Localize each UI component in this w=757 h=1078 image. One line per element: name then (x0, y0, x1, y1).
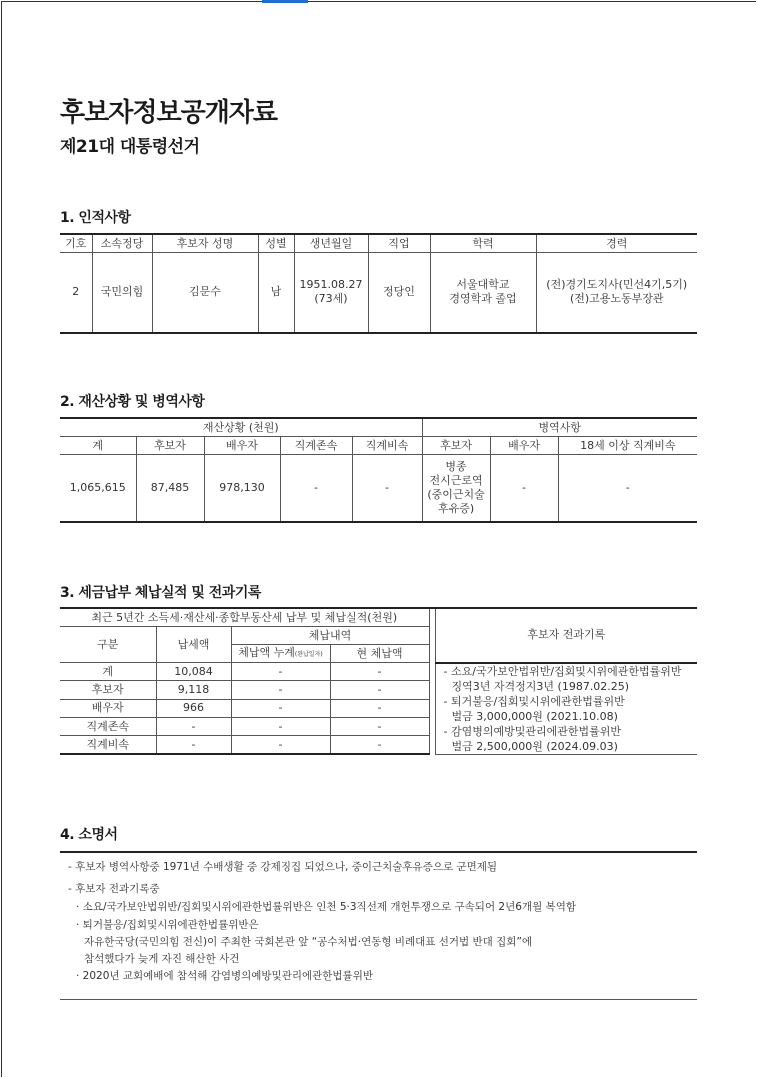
tax-paid: - (156, 717, 231, 735)
tax-paid: - (156, 736, 231, 754)
assets-total: 1,065,615 (60, 455, 136, 522)
criminal-line: 벌금 2,500,000원 (2024.09.03) (451, 739, 618, 753)
statement-line: · 퇴거불응/집회및시위에관한법률위반은 (76, 919, 259, 931)
assets-ascendant: - (280, 455, 352, 522)
statement-line: · 소요/국가보안법위반/집회및시위에관한법률위반은 인천 5·3직선제 개헌투쟁으로 구속되어 2년6개월 복역함 (76, 901, 576, 913)
col-education: 학력 (430, 234, 536, 253)
tax-label: 직계존속 (60, 717, 156, 735)
tax-arrears-total: - (231, 717, 330, 735)
statement-line: - 후보자 전과기록중 (68, 883, 160, 895)
criminal-line: - 퇴거불응/집회및시위에관한법률위반 (443, 694, 625, 708)
tax-arrears-total: - (231, 681, 330, 699)
statement-line: 자유한국당(국민의힘 전신)이 주최한 국회본관 앞 “공수처법·연동형 비례대표 선거법 반대 집회”에 (84, 936, 533, 948)
col-ascendant: 직계존속 (280, 437, 352, 455)
col-birth: 생년월일 (294, 234, 368, 253)
statement-line: - 후보자 병역사항중 1971년 수배생활 중 강제징집 되었으나, 중이근치술후유증으로 군면제됨 (68, 861, 498, 873)
candidate-name: 김문수 (152, 253, 258, 333)
tax-label: 계 (60, 663, 156, 681)
criminal-header: 후보자 전과기록 (435, 608, 697, 663)
property-group-header: 재산상황 (천원) (60, 418, 422, 437)
career-line: (전)경기도지사(민선4기,5기) (546, 278, 688, 292)
col-military-candidate: 후보자 (422, 437, 490, 455)
col-name: 후보자 성명 (152, 234, 258, 253)
candidate-gender: 남 (258, 253, 294, 333)
arrears-total-note: (완납일자) (294, 650, 323, 658)
criminal-line: 벌금 3,000,000원 (2021.10.08) (451, 709, 618, 723)
tax-group-header: 최근 5년간 소득세·재산세·종합부동산세 납부 및 체납실적(천원) (60, 608, 429, 627)
tax-label: 후보자 (60, 681, 156, 699)
military-line: 후유증) (437, 501, 475, 515)
education-line: 경영학과 졸업 (449, 292, 517, 306)
statement-box (60, 851, 697, 1000)
military-line: 병종 (445, 459, 467, 473)
candidate-number: 2 (60, 253, 92, 333)
birth-date: 1951.08.27 (299, 278, 363, 292)
age: (73세) (314, 292, 348, 306)
candidate-party: 국민의힘 (92, 253, 152, 333)
criminal-records (435, 663, 697, 755)
military-children: - (558, 455, 697, 522)
election-name: 제21대 대통령선거 (60, 137, 200, 157)
tax-label: 직계비속 (60, 736, 156, 754)
col-number: 기호 (60, 234, 92, 253)
col-arrears: 체납내역 (231, 627, 429, 645)
statement-line: 참석했다가 늦게 자진 해산한 사건 (84, 953, 240, 965)
section-tax-heading: 3. 세금납부 체납실적 및 전과기록 (60, 585, 261, 601)
col-career: 경력 (536, 234, 697, 253)
tax-paid: 10,084 (156, 663, 231, 681)
col-gender: 성별 (258, 234, 294, 253)
assets-military-table (60, 417, 697, 523)
criminal-line: - 감염병의예방및관리에관한법률위반 (443, 724, 622, 738)
military-line: 전시근로역 (429, 473, 483, 487)
col-military-children: 18세 이상 직계비속 (558, 437, 697, 455)
military-line: (중이근치술 (427, 487, 485, 501)
top-accent-mark (262, 0, 308, 3)
candidate-job: 정당인 (368, 253, 430, 333)
personal-info-table (60, 233, 697, 334)
career-line: (전)고용노동부장관 (569, 292, 664, 306)
military-spouse: - (490, 455, 558, 522)
military-group-header: 병역사항 (422, 418, 697, 437)
table-row (60, 663, 697, 681)
tax-arrears-current: - (330, 681, 429, 699)
col-descendant: 직계비속 (352, 437, 422, 455)
col-arrears-total (231, 645, 330, 663)
document-title: 후보자정보공개자료 (60, 98, 278, 128)
col-category: 구분 (60, 627, 156, 663)
criminal-line: 징역3년 자격정지3년 (1987.02.25) (451, 679, 630, 693)
section-assets-heading: 2. 재산상황 및 병역사항 (60, 394, 205, 410)
table-row (60, 253, 697, 333)
col-military-spouse: 배우자 (490, 437, 558, 455)
arrears-total-label: 체납액 누계 (238, 645, 295, 659)
col-total: 계 (60, 437, 136, 455)
candidate-career (536, 253, 697, 333)
statement-line: · 2020년 교회예배에 참석해 감염병의예방및관리에관한법률위반 (76, 970, 373, 982)
tax-arrears-current: - (330, 699, 429, 717)
col-spouse: 배우자 (204, 437, 280, 455)
col-arrears-current: 현 체납액 (330, 645, 429, 663)
assets-descendant: - (352, 455, 422, 522)
tax-arrears-total: - (231, 699, 330, 717)
tax-arrears-current: - (330, 717, 429, 735)
tax-paid: 966 (156, 699, 231, 717)
col-job: 직업 (368, 234, 430, 253)
table-row (60, 455, 697, 522)
col-paid: 납세액 (156, 627, 231, 663)
tax-arrears-total: - (231, 663, 330, 681)
education-line: 서울대학교 (456, 278, 510, 292)
col-party: 소속정당 (92, 234, 152, 253)
criminal-line: - 소요/국가보안법위반/집회및시위에관한법률위반 (443, 664, 682, 678)
col-candidate: 후보자 (136, 437, 204, 455)
tax-arrears-total: - (231, 736, 330, 754)
section-statement-heading: 4. 소명서 (60, 827, 118, 843)
section-personal-heading: 1. 인적사항 (60, 210, 131, 226)
assets-spouse: 978,130 (204, 455, 280, 522)
tax-arrears-current: - (330, 736, 429, 754)
tax-criminal-table (60, 607, 697, 755)
tax-arrears-current: - (330, 663, 429, 681)
military-candidate (422, 455, 490, 522)
tax-label: 배우자 (60, 699, 156, 717)
assets-candidate: 87,485 (136, 455, 204, 522)
candidate-education (430, 253, 536, 333)
candidate-birth (294, 253, 368, 333)
tax-paid: 9,118 (156, 681, 231, 699)
